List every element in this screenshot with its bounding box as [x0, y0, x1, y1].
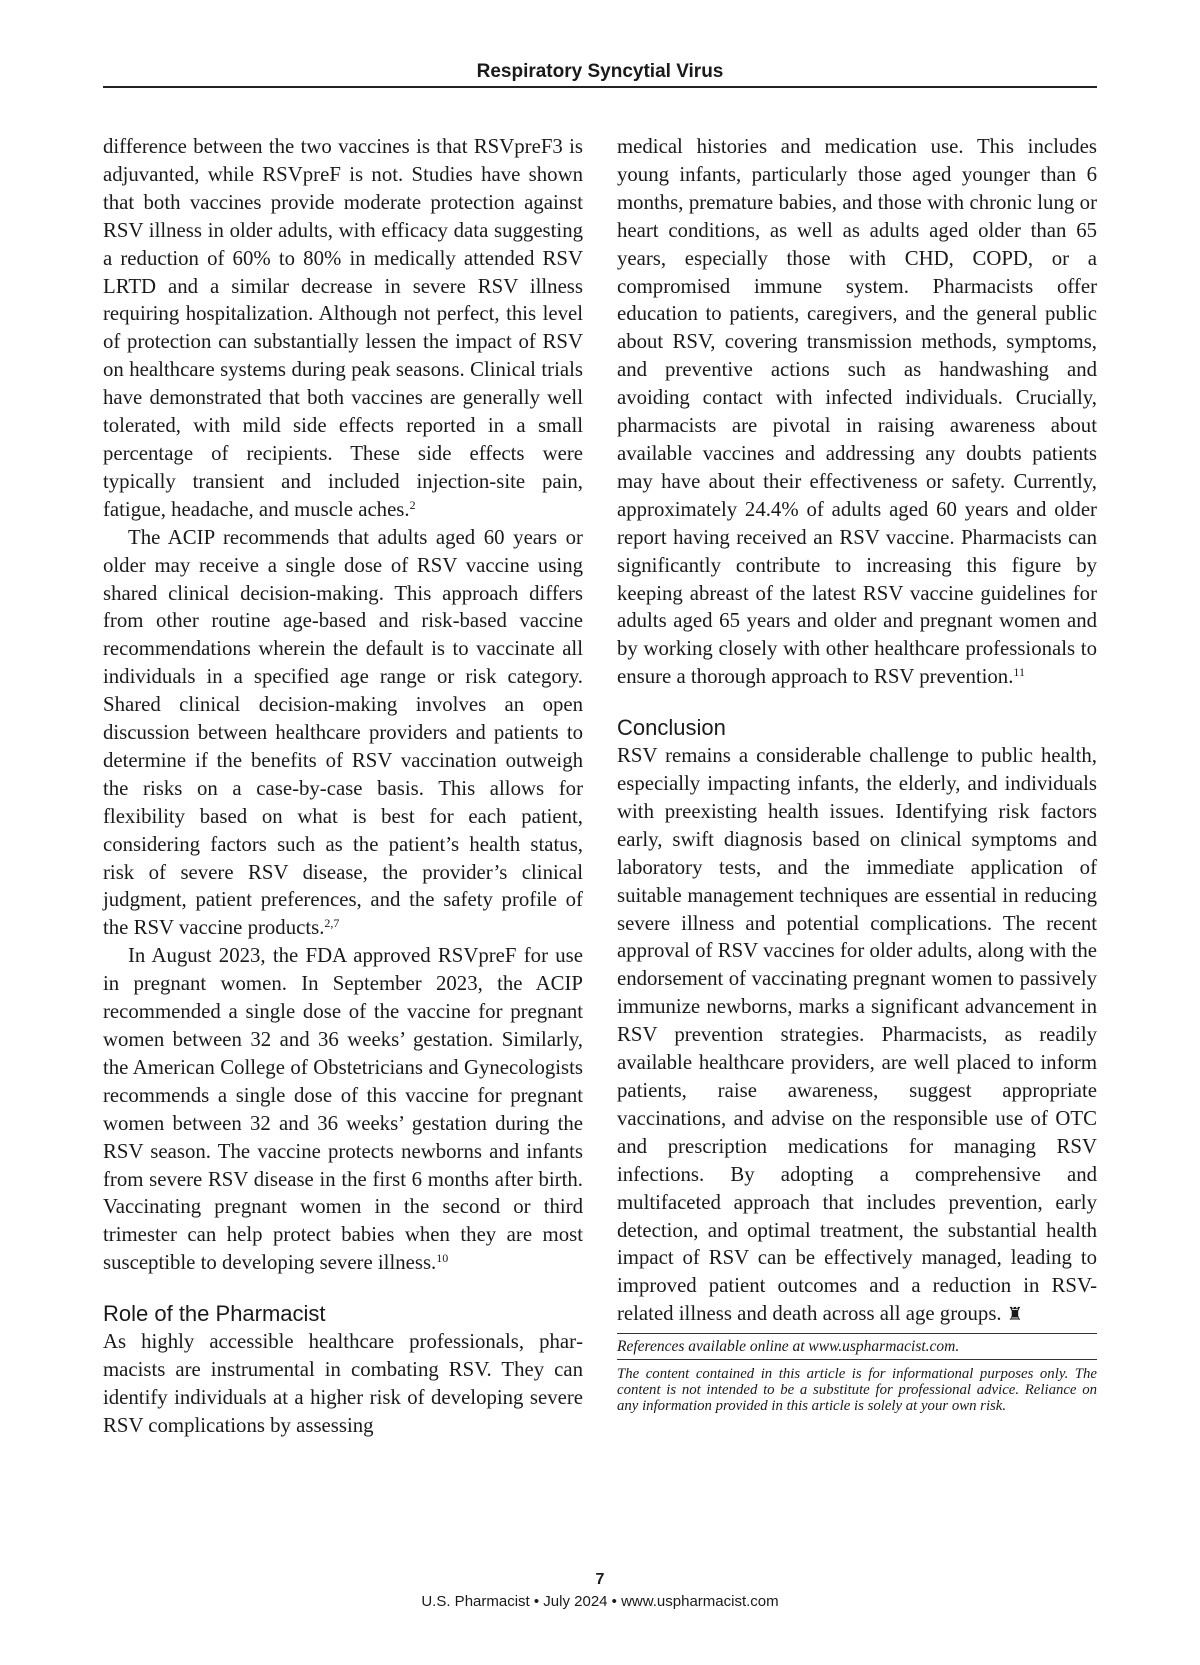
right-column [617, 133, 1097, 1414]
citation-ref: 2,7 [324, 916, 340, 931]
citation-ref: 10 [436, 1251, 449, 1266]
body-paragraph [103, 524, 583, 943]
paragraph-text: In August 2023, the FDA approved RSVpreF for use in pregnant women. In September 2023, the ACIP recommended a single dose of the vaccine for pregnant women between 32 and 36 weeks’ gestation. Similarly, the American College of Obstetricians and Gynecologists recommends a single dose of this vaccine for pregnant women between 32 and 36 weeks’ gestation during the RSV season. The vaccine protects newborns and infants from severe RSV disease in the first 6 months after birth. Vaccinating pregnant women in the second or third trimester can help protect babies when they are most susceptible to developing severe illness. [103, 944, 583, 1275]
page-number: 7 [595, 1571, 605, 1588]
references-note: References available online at www.uspharmacist.com. [617, 1333, 1097, 1360]
left-column [103, 133, 583, 1440]
running-head: Respiratory Syncytial Virus [103, 60, 1097, 88]
body-paragraph [617, 133, 1097, 691]
paragraph-text: difference between the two vaccines is that RSVpreF3 is adjuvanted, while RSVpreF is not. Studies have shown that both vaccines provide moderate protection against RSV illness in older adults, with efficacy data suggesting a reduction of 60% to 80% in medically attended RSV LRTD and a similar decrease in severe RSV illness requiring hospitalization. Although not perfect, this level of protection can substantially lessen the impact of RSV on healthcare systems during peak seasons. Clinical trials have demonstrated that both vaccines are generally well tolerated, with mild side effects reported in a small percentage of recipients. These side effects were typically transient and included injection-site pain, fatigue, headache, and muscle aches. [103, 135, 583, 521]
publication-footer: U.S. Pharmacist • July 2024 • www.uspharmacist.com [421, 1593, 779, 1610]
section-heading: Role of the Pharmacist [103, 1301, 326, 1327]
paragraph-text: medical histories and medication use. This includes young infants, particularly those aged younger than 6 months, premature babies, and those with chronic lung or heart conditions, as well as adults aged older than 65 years, especially those with CHD, COPD, or a compromised immune system. Pharmacists offer education to patients, caregivers, and the general public about RSV, covering transmission methods, symptoms, and preventive actions such as handwashing and avoiding contact with infected individuals. Crucially, pharmacists are pivotal in raising awareness about available vaccines and addressing any doubts patients may have about their effectiveness or safety. Currently, approximately 24.4% of adults aged 60 years and older report having received an RSV vaccine. Pharmacists can significantly contribute to increasing this figure by keeping abreast of the latest RSV vaccine guidelines for adults aged 65 years and older and pregnant women and by working closely with other healthcare professionals to ensure a thorough approach to RSV prevention. [617, 135, 1097, 689]
body-paragraph [617, 742, 1097, 1329]
citation-ref: 2 [409, 497, 416, 512]
paragraph-text: RSV remains a considerable challenge to public health, especially impacting infants, the elderly, and individuals with preexisting health issues. Identifying risk factors early, swift diagnosis based on clinical symptoms and laboratory tests, and the immediate application of suitable management techniques are essential in reducing severe illness and potential complications. The recent approval of RSV vaccines for older adults, along with the endorsement of vaccinating pregnant women to passively immunize newborns, marks a significant advancement in RSV prevention strategies. Pharmacists, as readily available healthcare providers, are well placed to inform patients, raise awareness, suggest appropriate vaccinations, and advise on the responsible use of OTC and prescription medications for managing RSV infections. By adopting a comprehensive and multifaceted approach that includes prevention, early detection, and optimal treatment, the substantial health impact of RSV can be effectively managed, leading to improved patient outcomes and a reduction in RSV-related illness and death across all age groups. [617, 744, 1097, 1326]
section-heading: Conclusion [617, 715, 726, 741]
paragraph-text: The ACIP recommends that adults aged 60 years or older may receive a single dose of RSV vaccine using shared clinical decision-making. This approach differs from other routine age-based and risk-based vaccine recommendations wherein the default is to vaccinate all individuals in a specified age range or risk category. Shared clinical decision-making involves an open discussion between healthcare providers and patients to determine if the benefits of RSV vaccination outweigh the risks on a case-by-case basis. This allows for flexibility based on what is best for each patient, considering factors such as the patient’s health status, risk of severe RSV disease, the provider’s clinical judgment, patient preferences, and the safety profile of the RSV vaccine products. [103, 525, 583, 940]
end-of-article-icon: ♜ [1006, 1304, 1023, 1325]
paragraph-text: As highly accessible healthcare professionals, pharmacists are instrumental in combating RSV. They can identify individuals at a higher risk of developing severe RSV complications by assessing [103, 1330, 583, 1437]
body-paragraph [103, 1328, 583, 1440]
citation-ref: 11 [1013, 665, 1025, 680]
body-paragraph [103, 942, 583, 1277]
body-paragraph [103, 133, 583, 524]
disclaimer: The content contained in this article is for informational purposes only. The content is not intended to be a substitute for professional advice. Reliance on any information provided in this article is solely at your own risk. [617, 1366, 1097, 1415]
